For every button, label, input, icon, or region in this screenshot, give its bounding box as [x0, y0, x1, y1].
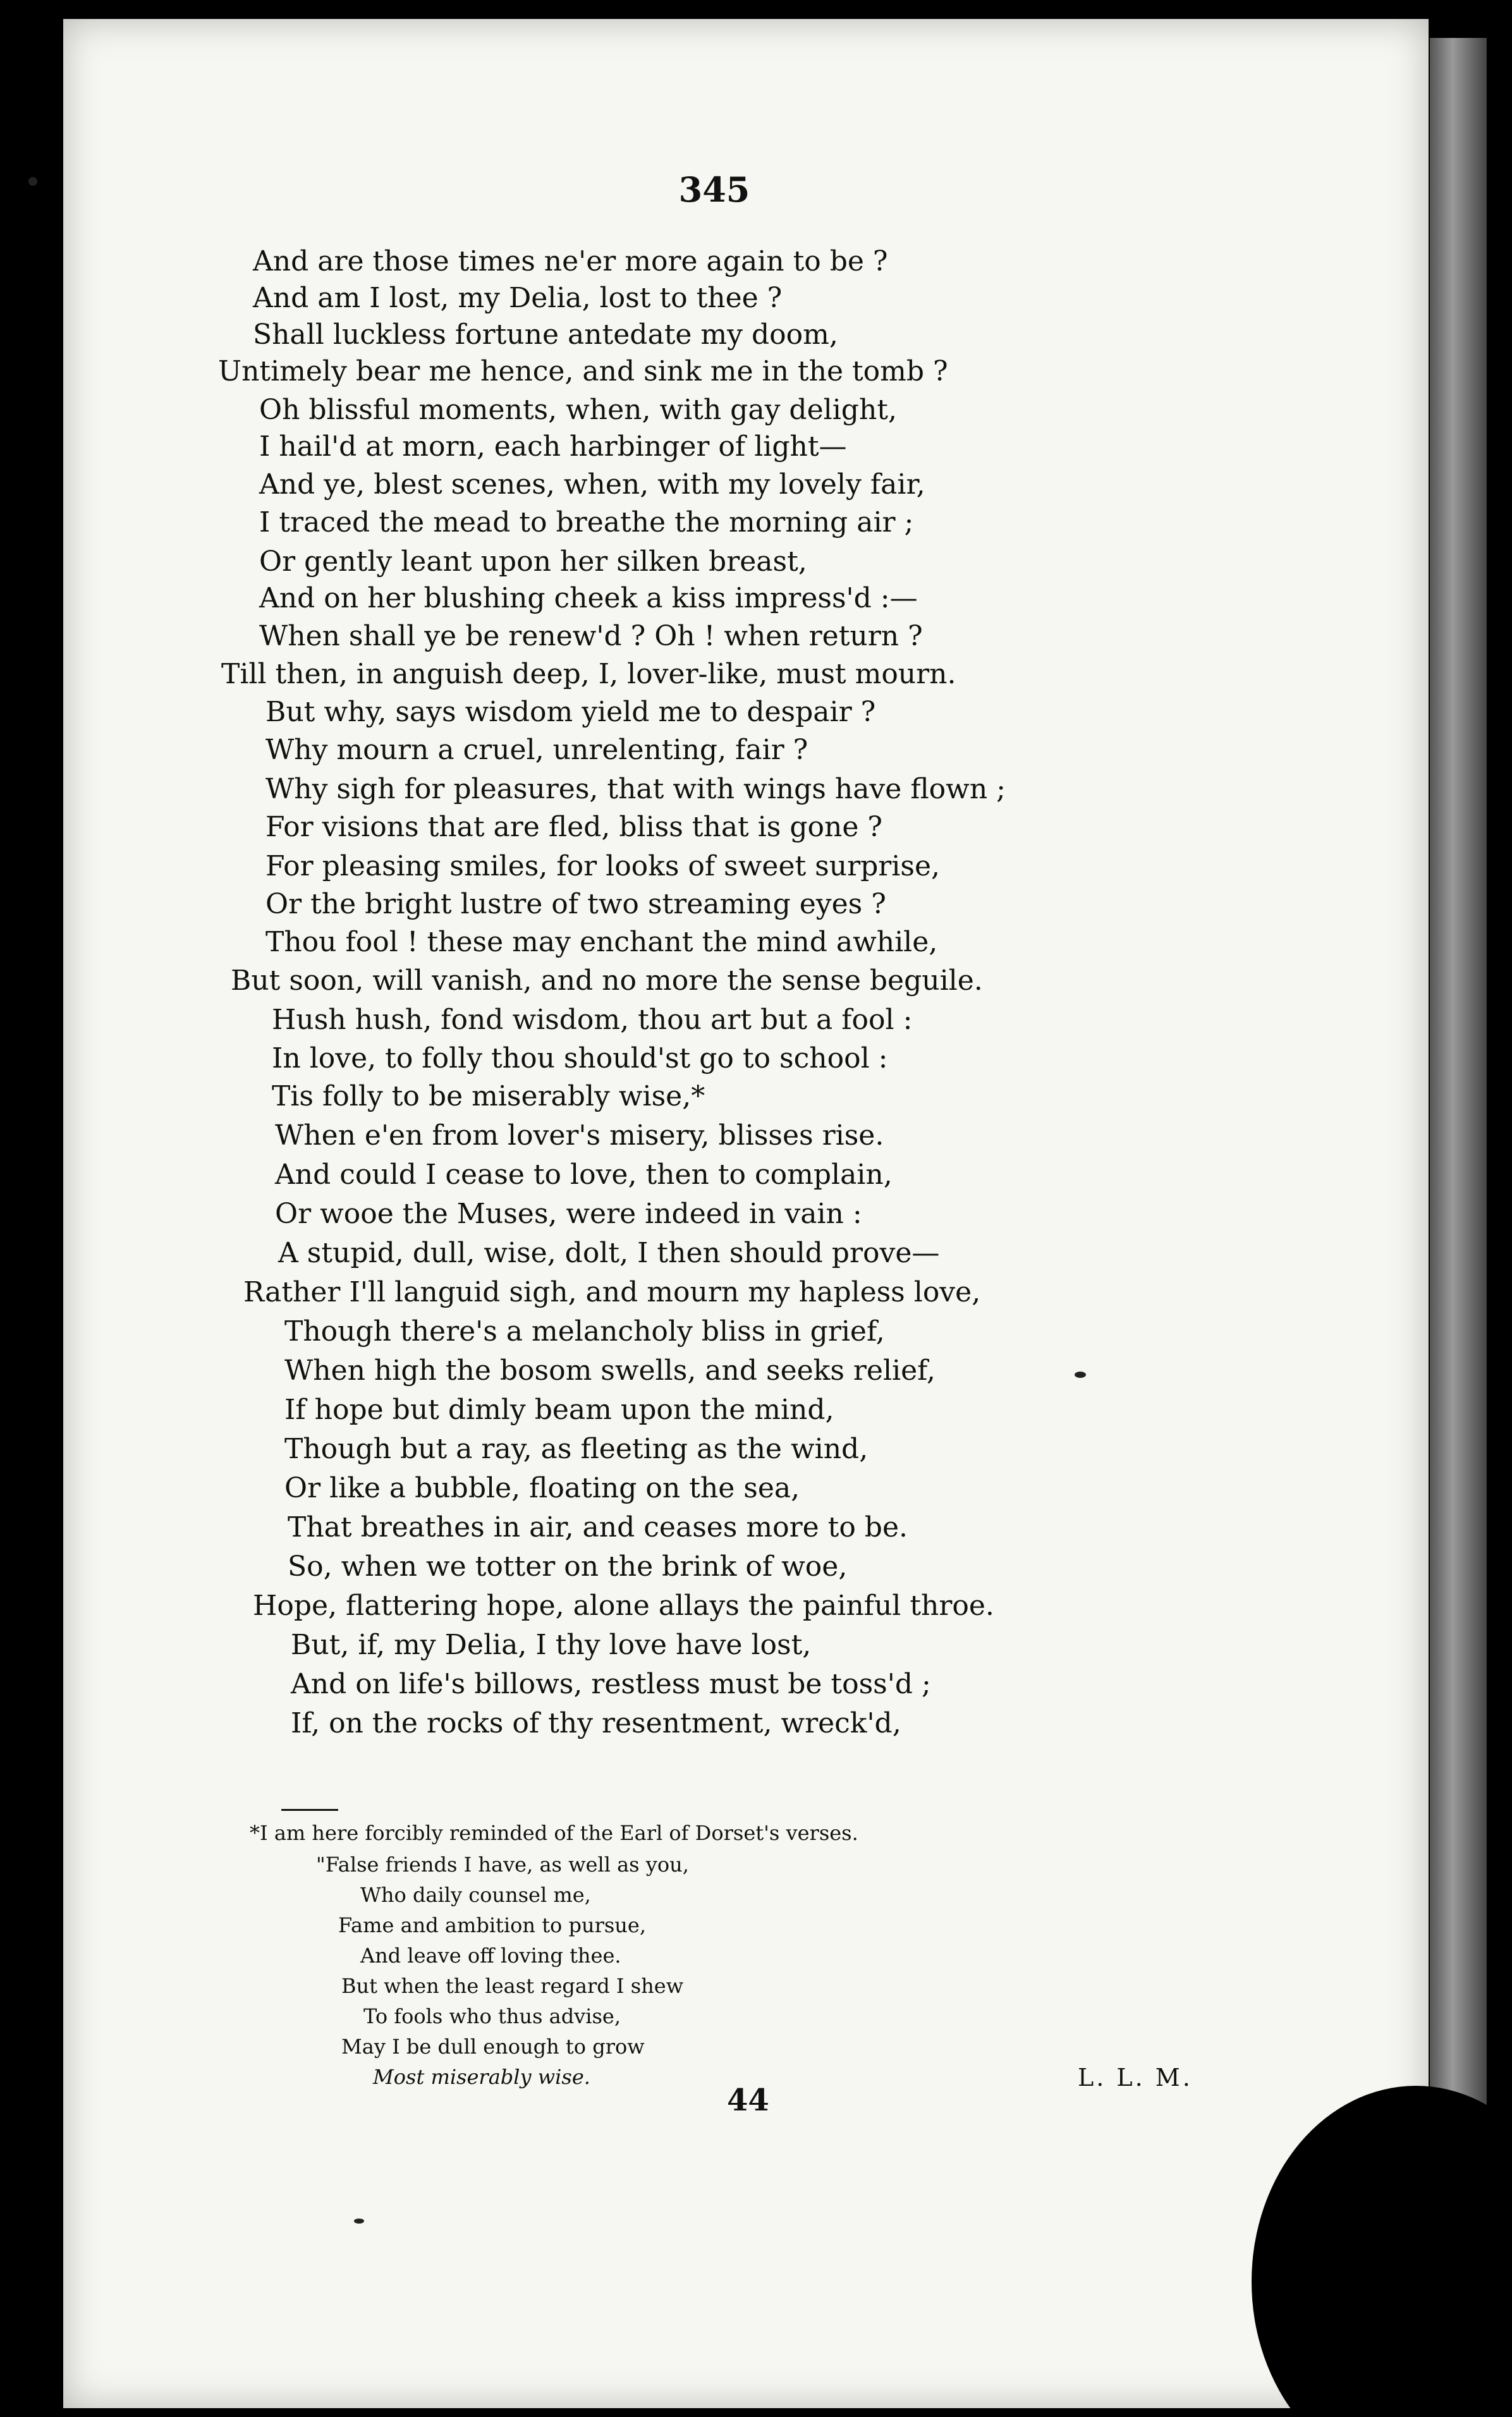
footnote-line: Most miserably wise.: [373, 2065, 590, 2089]
verse-line: When high the bosom swells, and seeks relief,: [284, 1355, 936, 1387]
verse-line: Shall luckless fortune antedate my doom,: [253, 319, 838, 351]
footnote-line: Fame and ambition to pursue,: [338, 1913, 647, 1937]
verse-line: Untimely bear me hence, and sink me in the tomb ?: [218, 355, 948, 387]
book-spine-edge: [1430, 38, 1487, 2377]
verse-line: And are those times ne'er more again to be ?: [253, 245, 888, 277]
verse-line: I hail'd at morn, each harbinger of light—: [259, 430, 847, 463]
verse-line: So, when we totter on the brink of woe,: [288, 1550, 848, 1583]
footnote-signature: L. L. M.: [1078, 2064, 1193, 2091]
verse-line: Thou fool ! these may enchant the mind awhile,: [265, 926, 938, 958]
verse-line: Or like a bubble, floating on the sea,: [284, 1472, 800, 1504]
signature-mark: 44: [727, 2083, 769, 2118]
verse-line: And ye, blest scenes, when, with my lovely fair,: [259, 468, 925, 501]
verse-line: And on life's billows, restless must be toss'd ;: [291, 1668, 931, 1700]
ink-speck: [28, 177, 37, 186]
verse-line: Why mourn a cruel, unrelenting, fair ?: [265, 734, 808, 766]
verse-line: For pleasing smiles, for looks of sweet surprise,: [265, 850, 940, 882]
footnote-rule: [281, 1809, 338, 1811]
verse-line: Why sigh for pleasures, that with wings have flown ;: [265, 773, 1006, 805]
verse-line: Or the bright lustre of two streaming eyes ?: [265, 888, 886, 920]
verse-line: Or wooe the Muses, were indeed in vain :: [275, 1198, 862, 1230]
ink-speck: [1075, 1372, 1086, 1378]
verse-line: I traced the mead to breathe the morning air ;: [259, 506, 914, 539]
verse-line: And on her blushing cheek a kiss impress'd :—: [259, 582, 918, 614]
verse-line: When e'en from lover's misery, blisses rise.: [275, 1119, 884, 1152]
verse-line: Though but a ray, as fleeting as the wind,: [284, 1433, 869, 1465]
verse-line: And could I cease to love, then to complain,: [275, 1159, 893, 1191]
verse-line: Though there's a melancholy bliss in grief,: [284, 1315, 885, 1348]
verse-line: If, on the rocks of thy resentment, wreck'd,: [291, 1707, 901, 1739]
verse-line: In love, to folly thou should'st go to school :: [272, 1042, 888, 1075]
verse-line: Or gently leant upon her silken breast,: [259, 545, 807, 578]
footnote-line: May I be dull enough to grow: [341, 2035, 645, 2059]
verse-line: A stupid, dull, wise, dolt, I then should prove—: [278, 1237, 940, 1269]
verse-line: That breathes in air, and ceases more to be.: [288, 1511, 908, 1543]
book-page: [63, 19, 1429, 2408]
verse-line: If hope but dimly beam upon the mind,: [284, 1394, 834, 1426]
verse-line: Hush hush, fond wisdom, thou art but a fool :: [272, 1004, 913, 1036]
page-number: 345: [678, 169, 750, 210]
footnote-line: And leave off loving thee.: [360, 1944, 621, 1968]
verse-line: For visions that are fled, bliss that is gone ?: [265, 811, 882, 843]
ink-speck: [354, 2219, 364, 2224]
verse-line: When shall ye be renew'd ? Oh ! when return ?: [259, 620, 923, 652]
verse-line: But soon, will vanish, and no more the sense beguile.: [231, 965, 983, 997]
verse-line: And am I lost, my Delia, lost to thee ?: [253, 282, 783, 314]
verse-line: Rather I'll languid sigh, and mourn my hapless love,: [243, 1276, 981, 1308]
verse-line: Hope, flattering hope, alone allays the painful throe.: [253, 1590, 994, 1622]
footnote-line: *I am here forcibly reminded of the Earl of Dorset's verses.: [250, 1821, 858, 1845]
verse-line: But why, says wisdom yield me to despair ?: [265, 696, 876, 728]
footnote-line: But when the least regard I shew: [341, 1974, 684, 1998]
verse-line: Oh blissful moments, when, with gay delight,: [259, 394, 897, 426]
verse-line: Tis folly to be miserably wise,*: [272, 1080, 705, 1112]
footnote-line: To fools who thus advise,: [363, 2004, 621, 2028]
footnote-line: "False friends I have, as well as you,: [316, 1853, 689, 1877]
verse-line: Till then, in anguish deep, I, lover-like, must mourn.: [221, 658, 956, 690]
footnote-line: Who daily counsel me,: [360, 1883, 591, 1907]
verse-line: But, if, my Delia, I thy love have lost,: [291, 1629, 812, 1661]
